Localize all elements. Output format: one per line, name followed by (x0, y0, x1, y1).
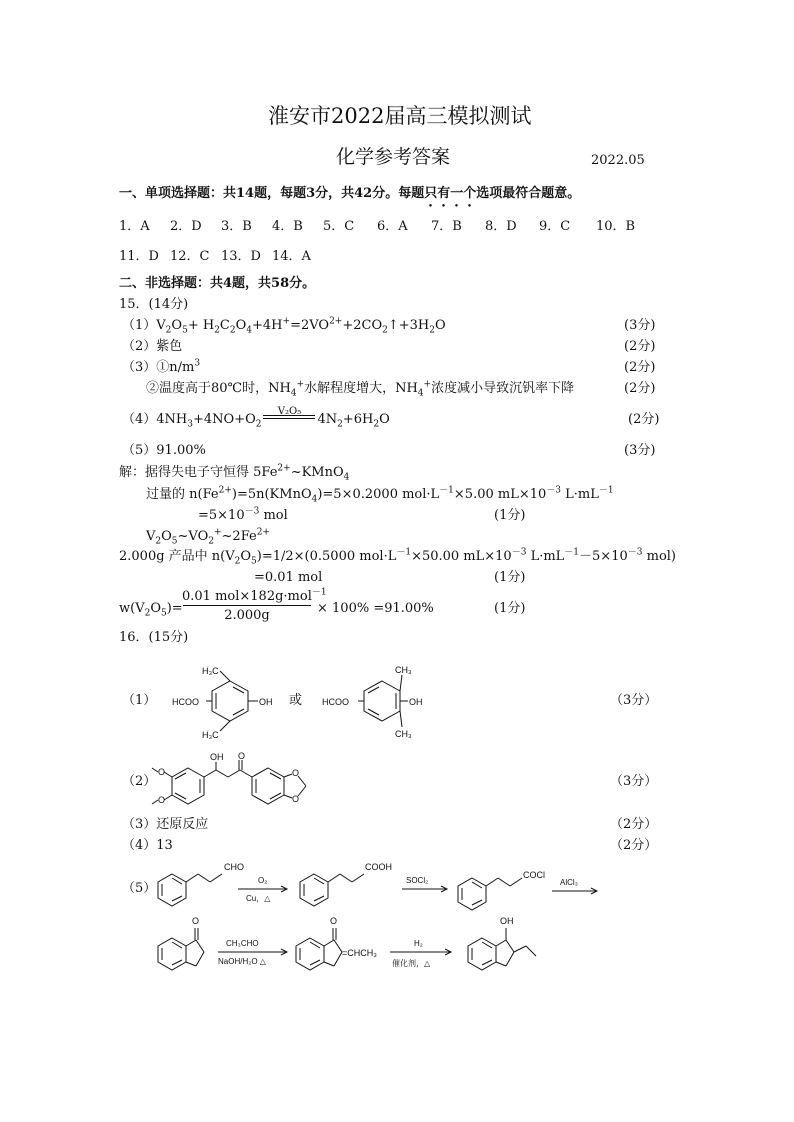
answer-item: 7．B (431, 219, 462, 234)
solution-line-6: =0.01 mol (254, 570, 323, 585)
answer-item: 5．C (323, 219, 355, 234)
carboxyl-label: COOH (365, 862, 392, 872)
answer-item: 8．D (485, 219, 517, 234)
q16-p2-label: （2） (122, 774, 157, 789)
carbonyl-oxygen-label: O (238, 751, 246, 761)
q16-p2-points: （3分） (610, 774, 658, 789)
hydroxyl-label: OH (409, 697, 423, 707)
answer-item: 14．A (272, 249, 311, 264)
reaction-arrow-2 (402, 876, 447, 892)
answer-item: 13．D (221, 249, 261, 264)
q15-p3-points: (2分) (624, 360, 656, 375)
benzene-propanoic-acid (300, 862, 392, 906)
svg-text:O₂: O₂ (258, 876, 268, 885)
methyl-label: CH₃ (395, 665, 412, 675)
carbonyl-oxygen-label: O (192, 916, 200, 926)
q16-p1-points: （3分） (610, 693, 658, 708)
svg-text:催化剂，△: 催化剂，△ (392, 959, 431, 968)
q15-p3b-answer: ②温度高于80℃时，$NH_4^+$水解程度增大，$NH_4^+$浓度减小导致沉钒率下降 (146, 379, 575, 399)
solution-line-3-points: (1分) (494, 508, 526, 523)
ethyl-indanol (468, 916, 536, 970)
q16-p3-answer: （3）还原反应 (122, 817, 209, 832)
part2-heading: 二、非选择题：共4题，共58分。 (119, 276, 316, 291)
catalyst-label: V₂O₅ (277, 406, 302, 417)
svg-text:H₂: H₂ (414, 939, 423, 948)
solution-line-5: 2.000g 产品中 $n(V_2O_5)=1/2\times(0.5000$ $mol\cdot L^{-1}\times 50.00$ $mL\times 10^{-3}$ $L\cdot mL^{-1}-5\times 10^{-3}$ mol) (119, 547, 676, 567)
equals-arrow (263, 415, 315, 419)
indanone (158, 916, 204, 970)
solution-line-4: $V_2O_5\sim VO_2^+\sim 2Fe^{2+}$ (146, 527, 270, 547)
solution-line-6-points: (1分) (494, 570, 526, 585)
q15-p3b-points: (2分) (624, 381, 656, 396)
hydroxyl-label: OH (500, 916, 514, 926)
structure-16-1a (170, 655, 280, 745)
synthesis-row-1 (150, 856, 600, 916)
q15-label: 15．(14分) (119, 297, 189, 312)
or-word: 或 (289, 693, 303, 708)
answer-item: 10．B (596, 219, 636, 234)
benzene-propanal (158, 862, 244, 906)
fraction-numerator: 0.01 mol×182g·mol$^{-1}$ (182, 587, 327, 604)
reaction-arrow-5 (390, 939, 451, 969)
q15-p1-points: (3分) (624, 318, 656, 333)
hydroxyl-label: OH (210, 752, 224, 762)
aldehyde-label: CHO (224, 862, 244, 872)
acyl-chloride-label: COCl (523, 870, 545, 880)
solution-line-3: $=5\times 10^{-3}$ mol (198, 506, 288, 523)
svg-text:Cu，△: Cu，△ (246, 894, 271, 903)
q16-p4-points: （2分） (610, 838, 658, 853)
methyl-label: CH₃ (395, 729, 412, 739)
svg-text:AlCl₃: AlCl₃ (560, 878, 578, 887)
answer-item: 12．C (170, 249, 210, 264)
q15-p4-points: (2分) (628, 412, 660, 427)
ethylidene-label: =CHCH₃ (342, 948, 377, 958)
q16-p3-points: （2分） (610, 817, 658, 832)
q15-p2-answer: （2）紫色 (122, 339, 183, 354)
answer-item: 1．A (119, 219, 150, 234)
q15-p3-answer: $(3)①n/m^3$ (122, 358, 201, 375)
q16-p5-label: （5） (122, 881, 157, 896)
q16-label: 16．(15分) (119, 630, 189, 645)
structure-16-1b (322, 655, 432, 745)
structure-16-2 (150, 752, 320, 812)
q16-p4-answer: （4）13 (122, 838, 173, 853)
reaction-arrow-3 (552, 878, 597, 894)
q15-p2-points: (2分) (624, 339, 656, 354)
q15-p5-points: (3分) (624, 443, 656, 458)
answer-item: 2．D (170, 219, 202, 234)
q15-p5-answer: （5）91.00% (122, 443, 206, 458)
formate-label: HCOO (322, 697, 349, 707)
answer-item: 11．D (119, 249, 159, 264)
carbonyl-oxygen-label: O (330, 916, 338, 926)
page-subtitle: 化学参考答案 (336, 146, 451, 168)
oxygen-label: O (292, 768, 300, 778)
page-title: 淮安市2022届高三模拟测试 (268, 104, 532, 128)
synthesis-row-2 (150, 910, 570, 980)
solution-line-7-points: (1分) (494, 601, 526, 616)
svg-text:CH₃CHO: CH₃CHO (226, 939, 259, 948)
q15-p1-equation: $(1)V_2O_5+$ $H_2C_2O_4+4H^+=2VO^{2+}+2CO_2↑+3H_2O$ (122, 316, 446, 336)
reaction-arrow-1 (238, 876, 287, 904)
benzene-propanoyl-chloride (458, 870, 545, 910)
oxygen-label: O (158, 767, 166, 777)
part1-heading: 一、单项选择题：共14题，每题3分，共42分。每题只有一个选项最符合题意。 (119, 186, 581, 201)
oxygen-label: O (158, 795, 166, 805)
solution-line-7-lhs: $w(V_2O_5)=$ (119, 601, 183, 619)
fraction-bar (183, 605, 311, 606)
svg-text:NaOH/H₂O △: NaOH/H₂O △ (218, 957, 266, 966)
answer-item: 6．A (377, 219, 408, 234)
formate-label: HCOO (172, 697, 199, 707)
svg-text:SOCl₂: SOCl₂ (406, 876, 429, 885)
hydroxyl-label: OH (259, 697, 273, 707)
q16-p1-label: （1） (122, 693, 157, 708)
methyl-label: H₃C (202, 730, 219, 740)
oxygen-label: O (292, 794, 300, 804)
solution-line-7-rhs: × 100% =91.00% (317, 601, 434, 616)
solution-line-2: 过量的 $n(Fe^{2+})=5n(KMnO_4)=5\times 0.2000$ $mol\cdot L^{-1}\times 5.00$ $mL\times 10^{-3}$ $L\cdot mL^{-1}$ (146, 485, 614, 505)
ethylidene-indanone (296, 916, 377, 970)
answer-item: 4．B (272, 219, 303, 234)
q15-p4-equation: $(4)4NH_3+4NO+O_2$ V₂O₅ $4N_2+6H_2O$ (122, 406, 390, 430)
reaction-arrow-4 (218, 939, 287, 966)
methyl-label: H₃C (202, 666, 219, 676)
date-label: 2022.05 (591, 153, 645, 168)
answer-item: 3．B (221, 219, 252, 234)
answer-item: 9．C (539, 219, 571, 234)
solution-line-1: 解：据得失电子守恒得 $5Fe^{2+}\sim KMnO_4$ (119, 463, 350, 483)
fraction-denominator: 2.000g (224, 608, 270, 623)
